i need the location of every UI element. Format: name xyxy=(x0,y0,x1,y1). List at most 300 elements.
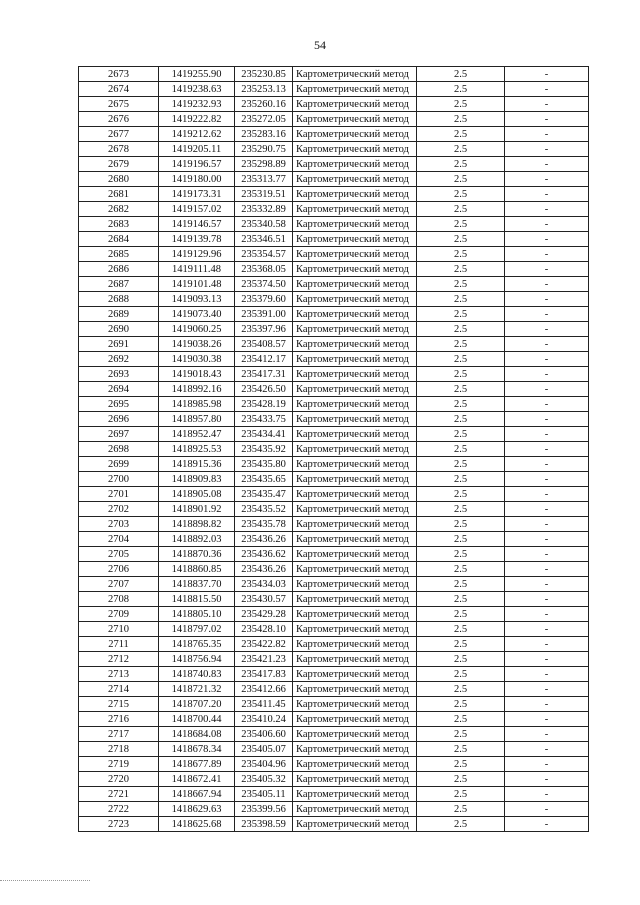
accuracy-cell: 2.5 xyxy=(417,622,505,637)
y-coordinate-cell: 235412.17 xyxy=(235,352,293,367)
y-coordinate-cell: 235406.60 xyxy=(235,727,293,742)
note-cell: - xyxy=(505,622,589,637)
accuracy-cell: 2.5 xyxy=(417,187,505,202)
method-cell: Картометрический метод xyxy=(293,292,417,307)
y-coordinate-cell: 235405.07 xyxy=(235,742,293,757)
method-cell: Картометрический метод xyxy=(293,667,417,682)
accuracy-cell: 2.5 xyxy=(417,682,505,697)
x-coordinate-cell: 1418756.94 xyxy=(159,652,235,667)
point-number-cell: 2707 xyxy=(79,577,159,592)
y-coordinate-cell: 235272.05 xyxy=(235,112,293,127)
y-coordinate-cell: 235298.89 xyxy=(235,157,293,172)
note-cell: - xyxy=(505,667,589,682)
method-cell: Картометрический метод xyxy=(293,337,417,352)
table-row xyxy=(79,112,589,127)
scan-edge-mark xyxy=(0,880,90,899)
point-number-cell: 2703 xyxy=(79,517,159,532)
y-coordinate-cell: 235435.92 xyxy=(235,442,293,457)
point-number-cell: 2687 xyxy=(79,277,159,292)
accuracy-cell: 2.5 xyxy=(417,247,505,262)
x-coordinate-cell: 1419129.96 xyxy=(159,247,235,262)
table-row xyxy=(79,292,589,307)
accuracy-cell: 2.5 xyxy=(417,322,505,337)
method-cell: Картометрический метод xyxy=(293,247,417,262)
accuracy-cell: 2.5 xyxy=(417,262,505,277)
table-row xyxy=(79,667,589,682)
table-row xyxy=(79,382,589,397)
accuracy-cell: 2.5 xyxy=(417,397,505,412)
x-coordinate-cell: 1418957.80 xyxy=(159,412,235,427)
accuracy-cell: 2.5 xyxy=(417,487,505,502)
table-body xyxy=(79,67,589,832)
point-number-cell: 2688 xyxy=(79,292,159,307)
method-cell: Картометрический метод xyxy=(293,172,417,187)
note-cell: - xyxy=(505,232,589,247)
x-coordinate-cell: 1419232.93 xyxy=(159,97,235,112)
table-row xyxy=(79,532,589,547)
x-coordinate-cell: 1419196.57 xyxy=(159,157,235,172)
table-row xyxy=(79,772,589,787)
y-coordinate-cell: 235340.58 xyxy=(235,217,293,232)
table-row xyxy=(79,502,589,517)
table-row xyxy=(79,697,589,712)
note-cell: - xyxy=(505,547,589,562)
x-coordinate-cell: 1419157.02 xyxy=(159,202,235,217)
method-cell: Картометрический метод xyxy=(293,817,417,832)
accuracy-cell: 2.5 xyxy=(417,547,505,562)
y-coordinate-cell: 235429.28 xyxy=(235,607,293,622)
table-row xyxy=(79,682,589,697)
x-coordinate-cell: 1418985.98 xyxy=(159,397,235,412)
point-number-cell: 2674 xyxy=(79,82,159,97)
note-cell: - xyxy=(505,82,589,97)
table-row xyxy=(79,652,589,667)
note-cell: - xyxy=(505,397,589,412)
point-number-cell: 2715 xyxy=(79,697,159,712)
accuracy-cell: 2.5 xyxy=(417,307,505,322)
x-coordinate-cell: 1419180.00 xyxy=(159,172,235,187)
y-coordinate-cell: 235405.11 xyxy=(235,787,293,802)
method-cell: Картометрический метод xyxy=(293,532,417,547)
x-coordinate-cell: 1419038.26 xyxy=(159,337,235,352)
table-row xyxy=(79,562,589,577)
x-coordinate-cell: 1418898.82 xyxy=(159,517,235,532)
x-coordinate-cell: 1419205.11 xyxy=(159,142,235,157)
note-cell: - xyxy=(505,517,589,532)
accuracy-cell: 2.5 xyxy=(417,367,505,382)
point-number-cell: 2720 xyxy=(79,772,159,787)
accuracy-cell: 2.5 xyxy=(417,457,505,472)
note-cell: - xyxy=(505,367,589,382)
method-cell: Картометрический метод xyxy=(293,97,417,112)
method-cell: Картометрический метод xyxy=(293,352,417,367)
method-cell: Картометрический метод xyxy=(293,382,417,397)
y-coordinate-cell: 235408.57 xyxy=(235,337,293,352)
y-coordinate-cell: 235404.96 xyxy=(235,757,293,772)
accuracy-cell: 2.5 xyxy=(417,337,505,352)
table-row xyxy=(79,172,589,187)
method-cell: Картометрический метод xyxy=(293,802,417,817)
table-row xyxy=(79,277,589,292)
y-coordinate-cell: 235398.59 xyxy=(235,817,293,832)
table-row xyxy=(79,592,589,607)
method-cell: Картометрический метод xyxy=(293,322,417,337)
x-coordinate-cell: 1418901.92 xyxy=(159,502,235,517)
method-cell: Картометрический метод xyxy=(293,67,417,82)
note-cell: - xyxy=(505,97,589,112)
method-cell: Картометрический метод xyxy=(293,412,417,427)
accuracy-cell: 2.5 xyxy=(417,802,505,817)
point-number-cell: 2699 xyxy=(79,457,159,472)
method-cell: Картометрический метод xyxy=(293,577,417,592)
point-number-cell: 2691 xyxy=(79,337,159,352)
point-number-cell: 2676 xyxy=(79,112,159,127)
note-cell: - xyxy=(505,772,589,787)
accuracy-cell: 2.5 xyxy=(417,427,505,442)
point-number-cell: 2690 xyxy=(79,322,159,337)
y-coordinate-cell: 235412.66 xyxy=(235,682,293,697)
x-coordinate-cell: 1419093.13 xyxy=(159,292,235,307)
x-coordinate-cell: 1419212.62 xyxy=(159,127,235,142)
point-number-cell: 2701 xyxy=(79,487,159,502)
point-number-cell: 2705 xyxy=(79,547,159,562)
point-number-cell: 2700 xyxy=(79,472,159,487)
method-cell: Картометрический метод xyxy=(293,157,417,172)
method-cell: Картометрический метод xyxy=(293,682,417,697)
method-cell: Картометрический метод xyxy=(293,472,417,487)
x-coordinate-cell: 1419060.25 xyxy=(159,322,235,337)
method-cell: Картометрический метод xyxy=(293,547,417,562)
point-number-cell: 2697 xyxy=(79,427,159,442)
table-row xyxy=(79,727,589,742)
x-coordinate-cell: 1419018.43 xyxy=(159,367,235,382)
y-coordinate-cell: 235283.16 xyxy=(235,127,293,142)
y-coordinate-cell: 235319.51 xyxy=(235,187,293,202)
accuracy-cell: 2.5 xyxy=(417,607,505,622)
note-cell: - xyxy=(505,67,589,82)
y-coordinate-cell: 235422.82 xyxy=(235,637,293,652)
accuracy-cell: 2.5 xyxy=(417,517,505,532)
note-cell: - xyxy=(505,472,589,487)
x-coordinate-cell: 1418625.68 xyxy=(159,817,235,832)
y-coordinate-cell: 235374.50 xyxy=(235,277,293,292)
accuracy-cell: 2.5 xyxy=(417,97,505,112)
x-coordinate-cell: 1418870.36 xyxy=(159,547,235,562)
table-row xyxy=(79,142,589,157)
x-coordinate-cell: 1419146.57 xyxy=(159,217,235,232)
method-cell: Картометрический метод xyxy=(293,757,417,772)
x-coordinate-cell: 1418672.41 xyxy=(159,772,235,787)
table-row xyxy=(79,472,589,487)
note-cell: - xyxy=(505,187,589,202)
x-coordinate-cell: 1419238.63 xyxy=(159,82,235,97)
point-number-cell: 2673 xyxy=(79,67,159,82)
table-row xyxy=(79,397,589,412)
accuracy-cell: 2.5 xyxy=(417,757,505,772)
x-coordinate-cell: 1418629.63 xyxy=(159,802,235,817)
table-row xyxy=(79,232,589,247)
method-cell: Картометрический метод xyxy=(293,442,417,457)
point-number-cell: 2686 xyxy=(79,262,159,277)
note-cell: - xyxy=(505,697,589,712)
point-number-cell: 2693 xyxy=(79,367,159,382)
y-coordinate-cell: 235433.75 xyxy=(235,412,293,427)
method-cell: Картометрический метод xyxy=(293,517,417,532)
method-cell: Картометрический метод xyxy=(293,502,417,517)
point-number-cell: 2694 xyxy=(79,382,159,397)
x-coordinate-cell: 1418678.34 xyxy=(159,742,235,757)
table-row xyxy=(79,157,589,172)
x-coordinate-cell: 1418740.83 xyxy=(159,667,235,682)
accuracy-cell: 2.5 xyxy=(417,292,505,307)
x-coordinate-cell: 1419101.48 xyxy=(159,277,235,292)
note-cell: - xyxy=(505,637,589,652)
table-row xyxy=(79,97,589,112)
table-row xyxy=(79,367,589,382)
y-coordinate-cell: 235253.13 xyxy=(235,82,293,97)
note-cell: - xyxy=(505,142,589,157)
table-row xyxy=(79,757,589,772)
note-cell: - xyxy=(505,112,589,127)
point-number-cell: 2706 xyxy=(79,562,159,577)
method-cell: Картометрический метод xyxy=(293,457,417,472)
point-number-cell: 2677 xyxy=(79,127,159,142)
point-number-cell: 2695 xyxy=(79,397,159,412)
table-row xyxy=(79,127,589,142)
method-cell: Картометрический метод xyxy=(293,652,417,667)
table-row xyxy=(79,442,589,457)
x-coordinate-cell: 1418815.50 xyxy=(159,592,235,607)
y-coordinate-cell: 235428.19 xyxy=(235,397,293,412)
y-coordinate-cell: 235435.47 xyxy=(235,487,293,502)
note-cell: - xyxy=(505,592,589,607)
point-number-cell: 2696 xyxy=(79,412,159,427)
note-cell: - xyxy=(505,157,589,172)
point-number-cell: 2680 xyxy=(79,172,159,187)
point-number-cell: 2704 xyxy=(79,532,159,547)
method-cell: Картометрический метод xyxy=(293,187,417,202)
method-cell: Картометрический метод xyxy=(293,397,417,412)
x-coordinate-cell: 1418707.20 xyxy=(159,697,235,712)
y-coordinate-cell: 235332.89 xyxy=(235,202,293,217)
point-number-cell: 2682 xyxy=(79,202,159,217)
y-coordinate-cell: 235421.23 xyxy=(235,652,293,667)
accuracy-cell: 2.5 xyxy=(417,727,505,742)
accuracy-cell: 2.5 xyxy=(417,82,505,97)
note-cell: - xyxy=(505,307,589,322)
method-cell: Картометрический метод xyxy=(293,277,417,292)
accuracy-cell: 2.5 xyxy=(417,667,505,682)
x-coordinate-cell: 1419139.78 xyxy=(159,232,235,247)
method-cell: Картометрический метод xyxy=(293,127,417,142)
accuracy-cell: 2.5 xyxy=(417,562,505,577)
note-cell: - xyxy=(505,202,589,217)
note-cell: - xyxy=(505,817,589,832)
table-row xyxy=(79,67,589,82)
accuracy-cell: 2.5 xyxy=(417,652,505,667)
note-cell: - xyxy=(505,742,589,757)
table-row xyxy=(79,352,589,367)
table-row xyxy=(79,412,589,427)
table-row xyxy=(79,457,589,472)
y-coordinate-cell: 235410.24 xyxy=(235,712,293,727)
table-row xyxy=(79,487,589,502)
note-cell: - xyxy=(505,787,589,802)
accuracy-cell: 2.5 xyxy=(417,67,505,82)
x-coordinate-cell: 1418805.10 xyxy=(159,607,235,622)
y-coordinate-cell: 235397.96 xyxy=(235,322,293,337)
y-coordinate-cell: 235411.45 xyxy=(235,697,293,712)
table-row xyxy=(79,622,589,637)
x-coordinate-cell: 1418915.36 xyxy=(159,457,235,472)
method-cell: Картометрический метод xyxy=(293,367,417,382)
table-row xyxy=(79,712,589,727)
note-cell: - xyxy=(505,727,589,742)
method-cell: Картометрический метод xyxy=(293,217,417,232)
point-number-cell: 2702 xyxy=(79,502,159,517)
accuracy-cell: 2.5 xyxy=(417,472,505,487)
point-number-cell: 2719 xyxy=(79,757,159,772)
x-coordinate-cell: 1419222.82 xyxy=(159,112,235,127)
accuracy-cell: 2.5 xyxy=(417,232,505,247)
accuracy-cell: 2.5 xyxy=(417,142,505,157)
accuracy-cell: 2.5 xyxy=(417,592,505,607)
y-coordinate-cell: 235428.10 xyxy=(235,622,293,637)
x-coordinate-cell: 1418992.16 xyxy=(159,382,235,397)
table-row xyxy=(79,247,589,262)
method-cell: Картометрический метод xyxy=(293,712,417,727)
x-coordinate-cell: 1419173.31 xyxy=(159,187,235,202)
y-coordinate-cell: 235434.03 xyxy=(235,577,293,592)
y-coordinate-cell: 235430.57 xyxy=(235,592,293,607)
y-coordinate-cell: 235260.16 xyxy=(235,97,293,112)
accuracy-cell: 2.5 xyxy=(417,772,505,787)
x-coordinate-cell: 1419255.90 xyxy=(159,67,235,82)
y-coordinate-cell: 235434.41 xyxy=(235,427,293,442)
y-coordinate-cell: 235399.56 xyxy=(235,802,293,817)
x-coordinate-cell: 1418667.94 xyxy=(159,787,235,802)
table-row xyxy=(79,322,589,337)
accuracy-cell: 2.5 xyxy=(417,277,505,292)
y-coordinate-cell: 235391.00 xyxy=(235,307,293,322)
note-cell: - xyxy=(505,652,589,667)
point-number-cell: 2685 xyxy=(79,247,159,262)
note-cell: - xyxy=(505,457,589,472)
point-number-cell: 2683 xyxy=(79,217,159,232)
x-coordinate-cell: 1418700.44 xyxy=(159,712,235,727)
method-cell: Картометрический метод xyxy=(293,622,417,637)
method-cell: Картометрический метод xyxy=(293,772,417,787)
note-cell: - xyxy=(505,352,589,367)
table-row xyxy=(79,82,589,97)
point-number-cell: 2675 xyxy=(79,97,159,112)
point-number-cell: 2723 xyxy=(79,817,159,832)
y-coordinate-cell: 235346.51 xyxy=(235,232,293,247)
accuracy-cell: 2.5 xyxy=(417,382,505,397)
point-number-cell: 2689 xyxy=(79,307,159,322)
note-cell: - xyxy=(505,217,589,232)
table-row xyxy=(79,337,589,352)
accuracy-cell: 2.5 xyxy=(417,352,505,367)
x-coordinate-cell: 1418925.53 xyxy=(159,442,235,457)
x-coordinate-cell: 1419073.40 xyxy=(159,307,235,322)
point-number-cell: 2692 xyxy=(79,352,159,367)
note-cell: - xyxy=(505,562,589,577)
x-coordinate-cell: 1418797.02 xyxy=(159,622,235,637)
y-coordinate-cell: 235368.05 xyxy=(235,262,293,277)
point-number-cell: 2684 xyxy=(79,232,159,247)
method-cell: Картометрический метод xyxy=(293,487,417,502)
table-row xyxy=(79,217,589,232)
accuracy-cell: 2.5 xyxy=(417,442,505,457)
accuracy-cell: 2.5 xyxy=(417,712,505,727)
accuracy-cell: 2.5 xyxy=(417,817,505,832)
table-row xyxy=(79,607,589,622)
method-cell: Картометрический метод xyxy=(293,142,417,157)
table-row xyxy=(79,547,589,562)
method-cell: Картометрический метод xyxy=(293,592,417,607)
table-row xyxy=(79,637,589,652)
method-cell: Картометрический метод xyxy=(293,262,417,277)
y-coordinate-cell: 235436.26 xyxy=(235,562,293,577)
point-number-cell: 2679 xyxy=(79,157,159,172)
point-number-cell: 2721 xyxy=(79,787,159,802)
x-coordinate-cell: 1418721.32 xyxy=(159,682,235,697)
note-cell: - xyxy=(505,337,589,352)
method-cell: Картометрический метод xyxy=(293,562,417,577)
x-coordinate-cell: 1418952.47 xyxy=(159,427,235,442)
note-cell: - xyxy=(505,292,589,307)
point-number-cell: 2714 xyxy=(79,682,159,697)
y-coordinate-cell: 235436.62 xyxy=(235,547,293,562)
method-cell: Картометрический метод xyxy=(293,607,417,622)
y-coordinate-cell: 235354.57 xyxy=(235,247,293,262)
accuracy-cell: 2.5 xyxy=(417,157,505,172)
note-cell: - xyxy=(505,172,589,187)
table-row xyxy=(79,187,589,202)
accuracy-cell: 2.5 xyxy=(417,532,505,547)
x-coordinate-cell: 1418677.89 xyxy=(159,757,235,772)
point-number-cell: 2710 xyxy=(79,622,159,637)
note-cell: - xyxy=(505,277,589,292)
x-coordinate-cell: 1418860.85 xyxy=(159,562,235,577)
y-coordinate-cell: 235435.78 xyxy=(235,517,293,532)
x-coordinate-cell: 1419030.38 xyxy=(159,352,235,367)
point-number-cell: 2716 xyxy=(79,712,159,727)
y-coordinate-cell: 235426.50 xyxy=(235,382,293,397)
y-coordinate-cell: 235290.75 xyxy=(235,142,293,157)
note-cell: - xyxy=(505,247,589,262)
point-number-cell: 2681 xyxy=(79,187,159,202)
method-cell: Картометрический метод xyxy=(293,697,417,712)
table-row xyxy=(79,427,589,442)
method-cell: Картометрический метод xyxy=(293,427,417,442)
note-cell: - xyxy=(505,427,589,442)
note-cell: - xyxy=(505,412,589,427)
note-cell: - xyxy=(505,382,589,397)
y-coordinate-cell: 235313.77 xyxy=(235,172,293,187)
method-cell: Картометрический метод xyxy=(293,307,417,322)
table-row xyxy=(79,577,589,592)
table-row xyxy=(79,307,589,322)
method-cell: Картометрический метод xyxy=(293,787,417,802)
accuracy-cell: 2.5 xyxy=(417,412,505,427)
table-row xyxy=(79,262,589,277)
note-cell: - xyxy=(505,532,589,547)
note-cell: - xyxy=(505,487,589,502)
note-cell: - xyxy=(505,577,589,592)
accuracy-cell: 2.5 xyxy=(417,637,505,652)
